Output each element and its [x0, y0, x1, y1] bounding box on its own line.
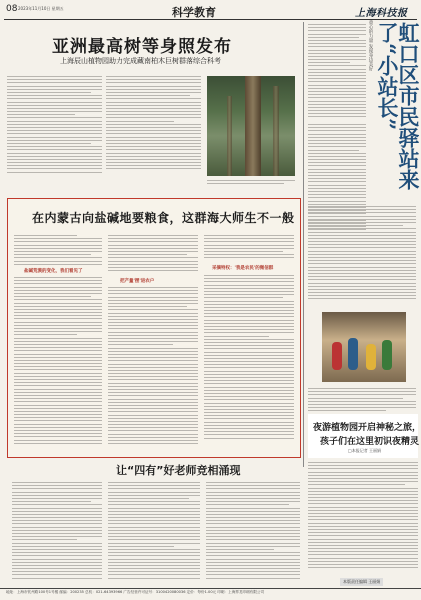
newspaper-brand: 上海科技报 [355, 8, 408, 19]
boxed-col3-intro [204, 235, 294, 263]
photo-caption-lines [207, 180, 295, 186]
bottom-headline: 让“四有”好老师竞相涌现 [116, 464, 241, 477]
column-divider [303, 22, 304, 467]
right-column-text-3 [308, 206, 416, 306]
page-number: 08 [6, 4, 18, 14]
right-feature-title-line1: 夜游植物园开启神秘之旅， [313, 423, 421, 433]
boxed-inner-head-3: 采摘特权：'我是农民'的微信群 [212, 266, 274, 271]
boxed-col1-intro [14, 235, 102, 267]
main-headline: 亚洲最高树等身照发布 [52, 37, 232, 57]
footer-text: 地址：上海市钦州路100号1号楼 邮编：200235 总机：021-64393966 广告经营许可证号：3100420080036 定价：每份1.00元 印刷：上海界龙印刷有限公司 [6, 590, 265, 594]
right-feature-byline: □本报记者 王丽娟 [348, 448, 382, 453]
bottom-col-3 [206, 482, 300, 582]
right-column-text-4 [308, 388, 416, 412]
main-article-column-1 [7, 76, 102, 176]
section-title: 科学教育 [172, 6, 216, 19]
right-top-lines [308, 24, 366, 119]
bottom-col-1 [12, 482, 102, 582]
main-article-column-2 [106, 76, 201, 176]
main-subheadline: 上海辰山植物园助力完成藏南柏木巨树群落综合科考 [60, 57, 221, 65]
boxed-inner-head-1: 盐碱荒漠的变化，我们看见了 [24, 269, 83, 274]
bottom-col-2 [108, 482, 200, 582]
boxed-inner-head-2: 把产量'摆'进农户 [120, 279, 155, 284]
boxed-article [7, 198, 301, 458]
vertical-kicker: 童心的力量 发现身边美好 [367, 20, 373, 71]
giant-tree-photo [207, 76, 295, 176]
boxed-col2-text [108, 287, 198, 451]
boxed-col1-text [14, 277, 102, 451]
header-rule [4, 19, 417, 20]
right-feature-text [308, 462, 418, 572]
date-line: 2023年11月10日 星期五 [18, 6, 64, 11]
page-footer [0, 588, 421, 600]
editor-note: 本版责任编辑 王丽娟 [340, 578, 383, 586]
right-feature-title-line2: 孩子们在这里初识夜精灵 [320, 437, 420, 447]
boxed-col3-text [204, 275, 294, 451]
boxed-col2-intro [108, 235, 198, 275]
vertical-headline: 虹口区市民驿站来了“小站长” [375, 22, 421, 190]
right-feature-header [308, 414, 421, 458]
boxed-article-title: 在内蒙古向盐碱地要粮食，这群海大师生不一般 [32, 211, 295, 225]
children-night-tour-photo [322, 312, 406, 382]
